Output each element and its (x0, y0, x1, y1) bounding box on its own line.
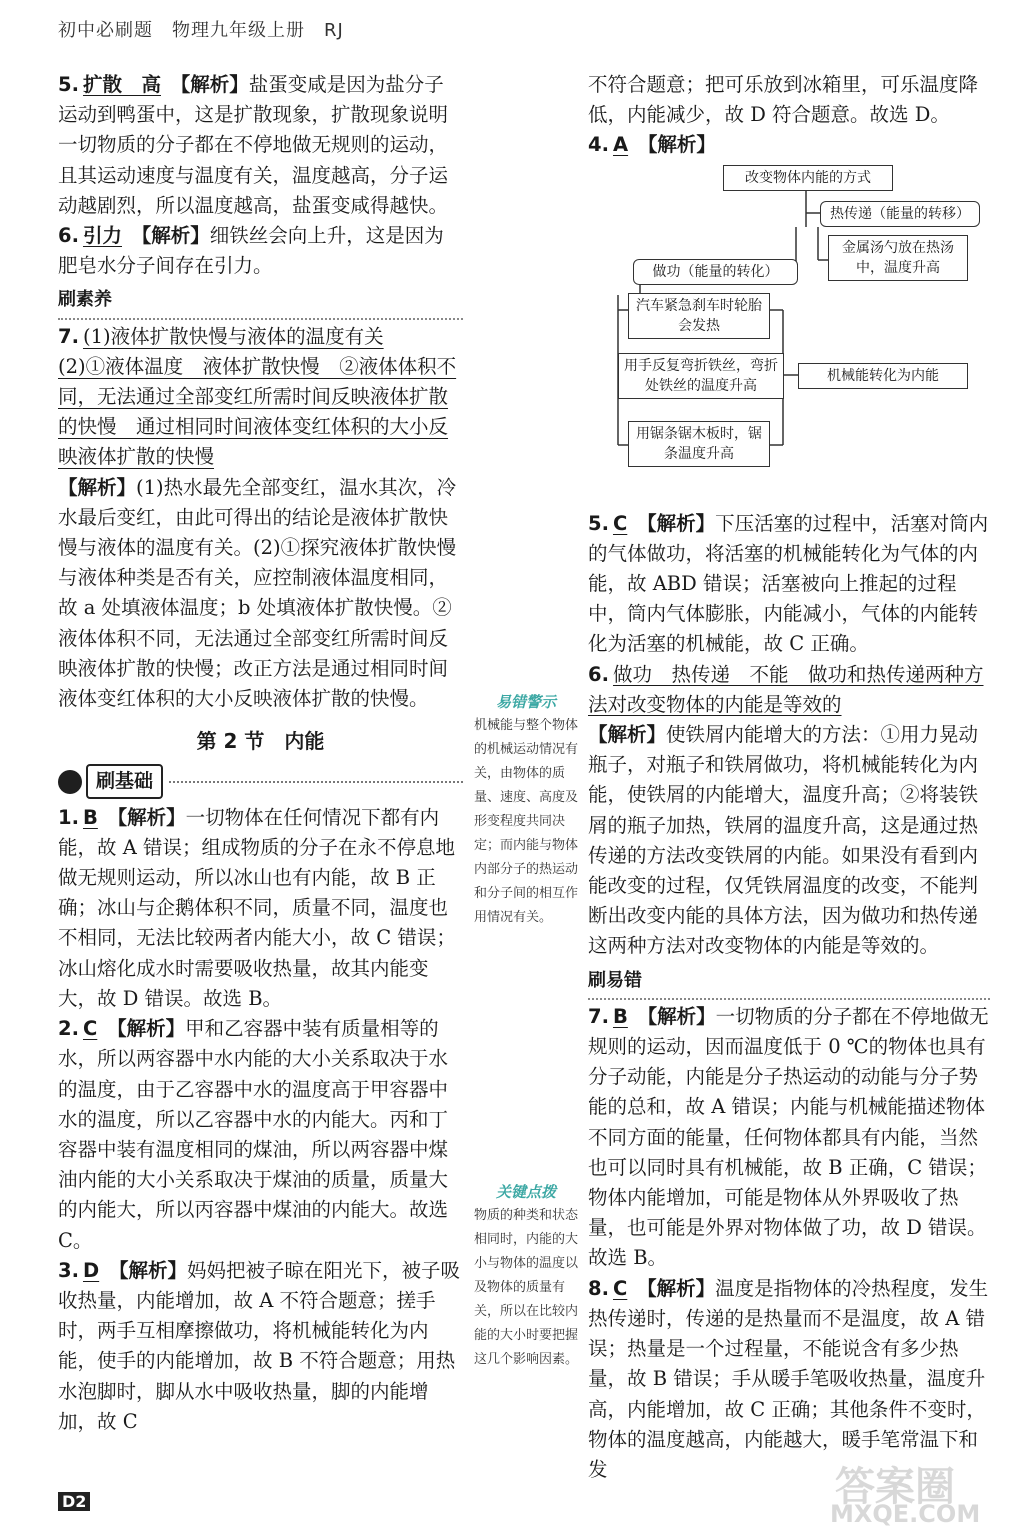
left-column (58, 70, 463, 1437)
answer: 做功 热传递 不能 做功和热传递两种方法对改变物体的内能是等效的 (588, 662, 984, 716)
answer: C (612, 511, 628, 535)
answer: 扩散 高 (82, 73, 161, 96)
answer: 引力 (82, 224, 122, 248)
concept-diagram (588, 165, 990, 501)
q1-left: 1. B 【解析】一切物体在任何情况下都有内能，故 A 错误；组成物质的分子在永不停息地做无规则运动，所以冰山也有内能，故 B 正确；冰山与企鹅体积不同，质量不同，温度也不相同，无法比较两者内能大小，故 C 错误；冰山熔化成水时需要吸收热量，故其内能变大，故 D 错误。故选 B。 (58, 805, 456, 1010)
answer: B (612, 1004, 628, 1028)
q2-left: 2. C 【解析】甲和乙容器中装有质量相等的水，所以两容器中水内能的大小关系取决于水的温度，由于乙容器中水的温度高于甲容器中水的温度，所以乙容器中水的内能大。丙和丁容器中装有温度相同的煤油，所以两容器中煤油内能的大小关系取决于煤油的质量，质量大的内能大，所以丙容器中煤油的内能大。故选 C。 (58, 1017, 449, 1252)
watermark-url: MXQE.COM (830, 1500, 981, 1528)
q7-left: 7. (1)液体扩散快慢与液体的温度有关 (2)①液体温度 液体扩散快慢 ②液体体积不同，无法通过全部变红所需时间反映液体扩散的快慢 通过相同时间液体变红体积的大小反映液体扩散的快慢 【解析】(1)热水最先全部变红，温水其次，冷水最后变红，由此可得出的结论是液体扩散快慢与液体的温度有关。(2)①探究液体扩散快慢与液体种类是否有关，应控制液体温度相同，故 a 处填液体温度；b 处填液体扩散快慢。②液体体积不同，无法通过全部变红所需时间反映液体扩散的快慢；改正方法是通过相同时间液体变红体积的大小反映液体扩散的快慢。 (58, 324, 457, 711)
right-column (588, 70, 990, 1485)
diagram-example-1: 汽车紧急刹车时轮胎会发热 (628, 293, 770, 339)
answer: D (82, 1258, 100, 1282)
section-banner: 刷基础 (58, 764, 463, 798)
answer: C (82, 1017, 98, 1041)
diagram-example-3: 用锯条锯木板时，锯条温度升高 (628, 421, 770, 467)
sidebar-tip-2: 关键点拨 物质的种类和状态相同时，内能的大小与物体的温度以及物体的质量有关，所以在比较内能的大小时要把握这几个影响因素。 (474, 1183, 579, 1367)
q7-right: 7. B 【解析】一切物质的分子都在不停地做无规则的运动，因而温度低于 0 ℃的物体也具有分子动能，内能是分子热运动的动能与分子势能的总和，故 A 错误；内能与机械能描述物体不同方面的能量，任何物体都具有内能，当然也可以同时具有机械能，故 B 正确，C 错误；物体内能增加，可能是物体从外界吸收了热量，也可能是外界对物体做了功，故 D 错误。故选 B。 (588, 1004, 989, 1270)
section-heading: 刷素养 (58, 285, 463, 319)
diagram-conversion: 机械能转化为内能 (798, 363, 968, 389)
q6-left: 6. 引力 【解析】细铁丝会向上升，这是因为肥皂水分子间存在引力。 (58, 224, 444, 278)
diagram-root: 改变物体内能的方式 (723, 165, 893, 191)
q3-left: 3. D 【解析】妈妈把被子晾在阳光下，被子吸收热量，内能增加，故 A 不符合题意；搓手时，两手互相摩擦做功，将机械能转化为内能，使手的内能增加，故 B 不符合题意；用热水泡脚时，脚从水中吸收热量，脚的内能增加，故 C (58, 1258, 460, 1433)
page-header: 初中必刷题 物理九年级上册 RJ (58, 20, 344, 41)
section-heading: 刷易错 (588, 966, 990, 1000)
diagram-heat-example: 金属汤勺放在热汤中，温度升高 (828, 235, 968, 281)
badge-icon (58, 770, 82, 794)
q5-right: 5. C 【解析】下压活塞的过程中，活塞对筒内的气体做功，将活塞的机械能转化为气体的内能，故 ABD 错误；活塞被向上推起的过程中，筒内气体膨胀，内能减小，气体的内能转化为活塞的机械能，故 C 正确。 (588, 511, 989, 656)
page-number: D2 (58, 1492, 90, 1511)
diagram-heat-transfer: 热传递（能量的转移） (820, 201, 980, 227)
q3-continued: 不符合题意；把可乐放到冰箱里，可乐温度降低，内能减少，故 D 符合题意。故选 D。 (588, 73, 979, 127)
sidebar-tip-1: 易错警示 机械能与整个物体的机械运动情况有关，由物体的质量、速度、高度及形变程度共同决定；而内能与物体内部分子的热运动和分子间的相互作用情况有关。 (474, 693, 579, 925)
answer: A (612, 133, 629, 157)
diagram-example-2: 用手反复弯折铁丝，弯折处铁丝的温度升高 (618, 353, 784, 399)
answer: B (82, 805, 98, 829)
diagram-work: 做功（能量的转化） (633, 259, 798, 285)
q4-right: 4. A 【解析】 (588, 133, 716, 157)
q8-right: 8. C 【解析】温度是指物体的冷热程度，发生热传递时，传递的是热量而不是温度，故 A 错误；热量是一个过程量，不能说含有多少热量，故 B 错误；手从暖手笔吸收热量，温度升高，内能增加，故 C 正确；其他条件不变时，物体的温度越高，内能越大，暖手笔常温下和发 (588, 1276, 989, 1481)
watermark-logo: 答案圈 (835, 1464, 955, 1510)
answer: C (612, 1276, 628, 1300)
q5-left: 5. 扩散 高 【解析】盐蛋变咸是因为盐分子运动到鸭蛋中，这是扩散现象，扩散现象说明一切物质的分子都在不停地做无规则的运动，且其运动速度与温度有关，温度越高，分子运动越剧烈，所以温度越高，盐蛋变咸得越快。 (58, 73, 449, 217)
section-title: 第 2 节 内能 (196, 729, 325, 754)
q6-right: 6. 做功 热传递 不能 做功和热传递两种方法对改变物体的内能是等效的 【解析】使铁屑内能增大的方法：①用力晃动瓶子，对瓶子和铁屑做功，将机械能转化为内能，使铁屑的内能增大，温度升高；②将装铁屑的瓶子加热，铁屑的温度升高，这是通过热传递的方法改变铁屑的内能。如果没有看到内能改变的过程，仅凭铁屑温度的改变，不能判断出改变内能的具体方法，因为做功和热传递这两种方法对改变物体的内能是等效的。 (588, 662, 984, 958)
